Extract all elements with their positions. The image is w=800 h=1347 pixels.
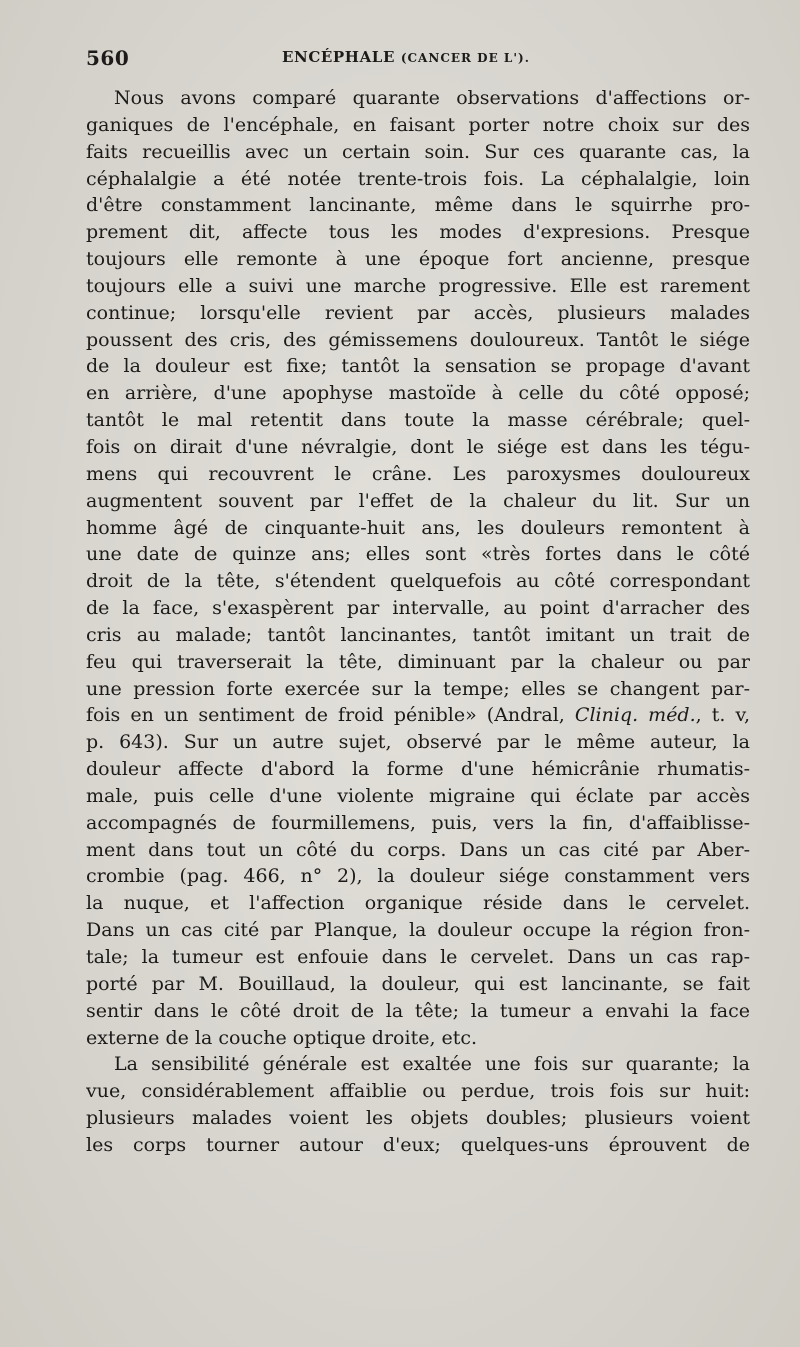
paragraph-1 [86,85,750,1051]
citation-prefix: fois en un sentiment de froid pénible» (Andral, [86,704,575,727]
paragraph-2 [86,1051,750,1158]
text-line: de la douleur est fixe; tantôt la sensation se propage d'avant [86,355,750,378]
running-title [282,48,530,66]
text-line: les corps tourner autour d'eux; quelques-uns éprouvent de [86,1133,750,1156]
text-line: toujours elle remonte à une époque fort ancienne, presque [86,248,750,271]
running-head [86,46,750,76]
running-title-subtitle: (CANCER DE L'). [400,51,530,65]
text-line: droit de la tête, s'étendent quelquefois au côté correspondant [86,570,750,593]
text-line: sentir dans le côté droit de la tête; la tumeur a envahi la face [86,999,750,1022]
text-line: La sensibilité générale est exaltée une fois sur quarante; la [114,1053,750,1076]
text-line: fois on dirait d'une névralgie, dont le siége est dans les tégu- [86,435,750,458]
text-line: Nous avons comparé quarante observations d'affections or- [114,87,750,109]
citation-title: Cliniq. méd. [574,704,696,727]
text-line: crombie (pag. 466, n° 2), la douleur siége constamment vers [86,865,750,888]
citation-suffix: , t. v, [695,704,750,727]
text-line: cris au malade; tantôt lancinantes, tantôt imitant un trait de [86,623,750,646]
text-line: male, puis celle d'une violente migraine qui éclate par accès [86,784,750,807]
text-line: p. 643). Sur un autre sujet, observé par le même auteur, la [86,731,750,754]
text-line: prement dit, affecte tous les modes d'expresions. Presque [86,221,750,244]
running-title-main: ENCÉPHALE [282,48,395,66]
text-line: homme âgé de cinquante-huit ans, les douleurs remontent à [86,516,750,539]
text-line: d'être constamment lancinante, même dans le squirrhe pro- [86,194,750,217]
text-line: poussent des cris, des gémissemens douloureux. Tantôt le siége [86,328,750,351]
text-line: augmentent souvent par l'effet de la chaleur du lit. Sur un [86,489,750,512]
text-line: feu qui traverserait la tête, diminuant par la chaleur ou par [86,650,750,673]
page-number: 560 [86,46,130,70]
text-line: douleur affecte d'abord la forme d'une hémicrânie rhumatis- [86,758,750,781]
text-line: une pression forte exercée sur la tempe; elles se changent par- [86,677,750,700]
text-line-with-citation [86,702,750,729]
text-line: tale; la tumeur est enfouie dans le cervelet. Dans un cas rap- [86,946,750,968]
text-line: ganiques de l'encéphale, en faisant porter notre choix sur des [86,113,750,136]
text-line: faits recueillis avec un certain soin. Sur ces quarante cas, la [86,140,750,163]
text-line: accompagnés de fourmillemens, puis, vers la fin, d'affaiblisse- [86,811,750,834]
text-line: continue; lorsqu'elle revient par accès, plusieurs malades [86,301,750,324]
text-line: de la face, s'exaspèrent par intervalle, au point d'arracher des [86,597,750,620]
text-line: tantôt le mal retentit dans toute la masse cérébrale; quel- [86,409,750,432]
text-line: ment dans tout un côté du corps. Dans un cas cité par Aber- [86,838,750,861]
text-line: la nuque, et l'affection organique réside dans le cervelet. [86,892,750,915]
body-text [86,85,750,1159]
text-line: plusieurs malades voient les objets doubles; plusieurs voient [86,1107,750,1130]
text-line: céphalalgie a été notée trente-trois fois. La céphalalgie, loin [86,167,750,190]
text-line: Dans un cas cité par Planque, la douleur occupe la région fron- [86,919,750,942]
text-line: en arrière, d'une apophyse mastoïde à celle du côté opposé; [86,382,750,405]
text-line: mens qui recouvrent le crâne. Les paroxysmes douloureux [86,462,750,485]
text-line: porté par M. Bouillaud, la douleur, qui est lancinante, se fait [86,972,750,995]
text-line: externe de la couche optique droite, etc. [86,1026,478,1049]
text-line: vue, considérablement affaiblie ou perdue, trois fois sur huit: [86,1080,750,1103]
text-line: toujours elle a suivi une marche progressive. Elle est rarement [86,274,750,297]
text-line: une date de quinze ans; elles sont «très fortes dans le côté [86,543,750,566]
